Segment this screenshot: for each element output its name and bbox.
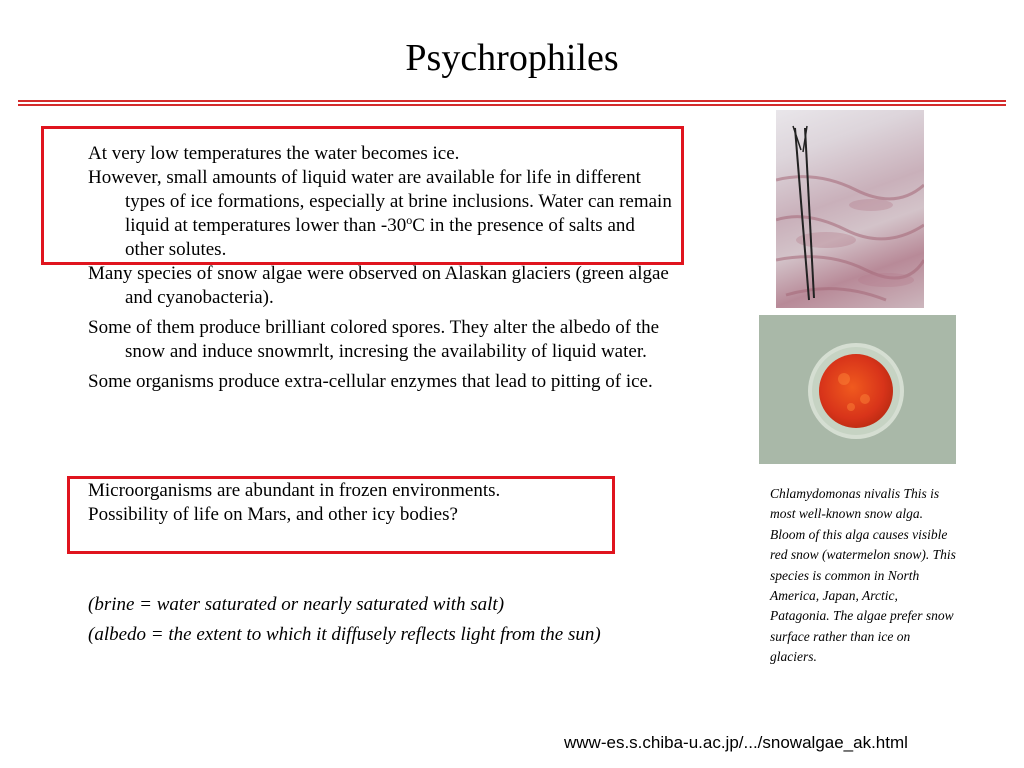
definitions-block bbox=[88, 593, 678, 647]
bullet-microorganisms: Microorganisms are abundant in frozen environments. bbox=[88, 480, 501, 501]
definition-albedo: (albedo = the extent to which it diffusely reflects light from the sun) bbox=[88, 624, 601, 645]
bullet-mars: Possibility of life on Mars, and other icy bodies? bbox=[88, 504, 458, 525]
bullet-liquid-water bbox=[88, 166, 678, 262]
algae-cell-illustration bbox=[759, 315, 956, 464]
snow-field-illustration bbox=[776, 110, 924, 308]
frozen-environments-block bbox=[88, 479, 678, 527]
algae-cell-micrograph bbox=[759, 315, 956, 464]
source-url[interactable]: www-es.s.chiba-u.ac.jp/.../snowalgae_ak.html bbox=[564, 733, 908, 752]
bullet-snow-algae: Many species of snow algae were observed on Alaskan glaciers (green algae and cyanobacteria). bbox=[88, 263, 669, 308]
liquid-water-text-b: C in the presence of salts and other solutes. bbox=[125, 215, 635, 260]
bullet-enzymes: Some organisms produce extra-cellular enzymes that lead to pitting of ice. bbox=[88, 371, 653, 392]
slide-title: Psychrophiles bbox=[405, 37, 619, 79]
bullet-low-temperature: At very low temperatures the water becomes ice. bbox=[88, 143, 460, 164]
degree-superscript: o bbox=[406, 213, 413, 227]
photo-caption: Chlamydomonas nivalis This is most well-known snow alga. Bloom of this alga causes visible red snow (watermelon snow). This species is common in North America, Japan, Arctic, Patagonia. The algae prefer snow surface rather than ice on glaciers. bbox=[770, 486, 956, 665]
main-text-block bbox=[88, 142, 678, 394]
definition-brine: (brine = water saturated or nearly saturated with salt) bbox=[88, 594, 505, 615]
liquid-water-text-a: However, small amounts of liquid water are available for life in different types of ice formations, especially at brine inclusions. Water can remain liquid at temperatures lower than -30 bbox=[88, 167, 672, 236]
title-rule-top bbox=[18, 100, 1006, 102]
title-rule-bottom bbox=[18, 104, 1006, 106]
snow-field-photo bbox=[776, 110, 924, 308]
bullet-colored-spores: Some of them produce brilliant colored spores. They alter the albedo of the snow and induce snowmrlt, incresing the availability of liquid water. bbox=[88, 317, 660, 362]
